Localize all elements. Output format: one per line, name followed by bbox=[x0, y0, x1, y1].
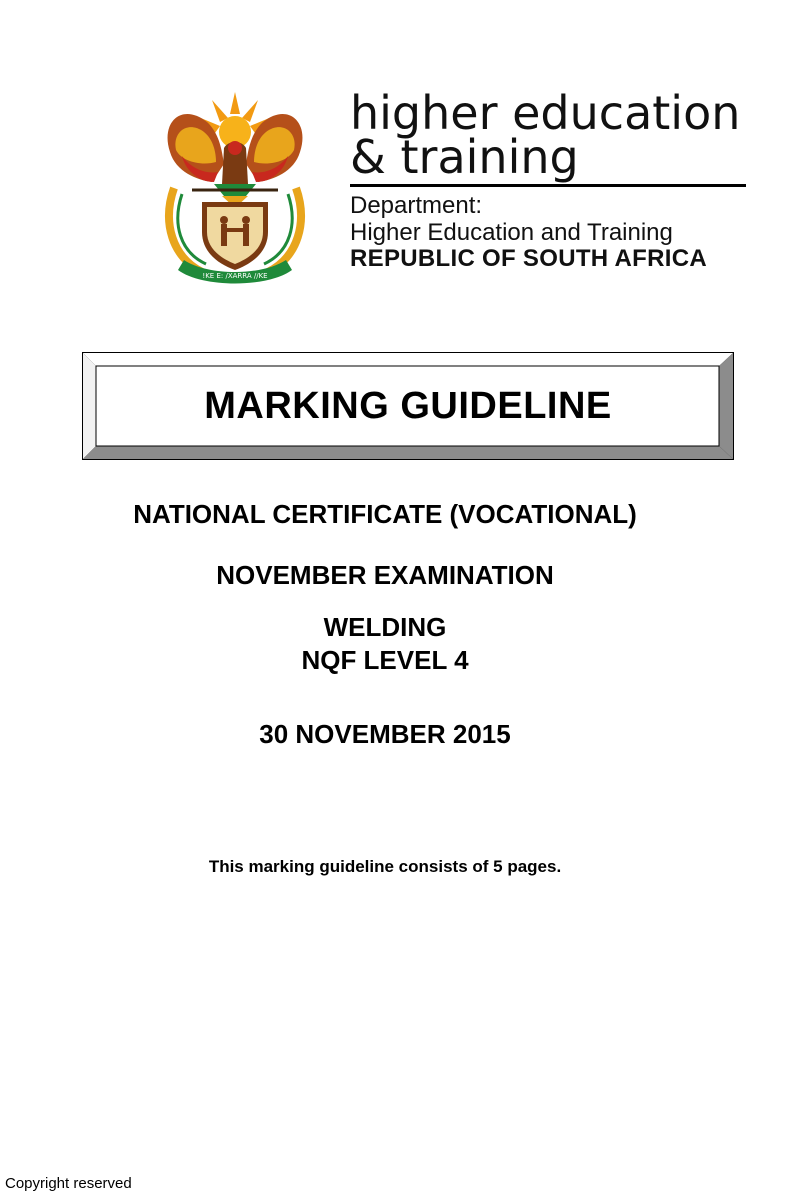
level-heading: NQF LEVEL 4 bbox=[301, 645, 469, 675]
motto-text: !KE E: /XARRA //KE bbox=[202, 272, 268, 280]
coat-of-arms-logo bbox=[152, 92, 318, 292]
subject-heading: WELDING bbox=[323, 612, 447, 642]
department-label: Department: bbox=[350, 192, 483, 219]
brand-divider bbox=[350, 184, 746, 187]
brand-name-line-1: higher education bbox=[350, 86, 741, 140]
copyright-footer: Copyright reserved bbox=[5, 1175, 132, 1192]
brand-name-line-2: & training bbox=[350, 130, 579, 184]
certificate-heading: NATIONAL CERTIFICATE (VOCATIONAL) bbox=[133, 499, 637, 529]
document-title: MARKING GUIDELINE bbox=[204, 384, 612, 427]
page-count-note: This marking guideline consists of 5 pages. bbox=[208, 857, 562, 876]
department-name: Higher Education and Training bbox=[350, 219, 673, 246]
exam-date: 30 NOVEMBER 2015 bbox=[259, 719, 511, 749]
country-name: REPUBLIC OF SOUTH AFRICA bbox=[350, 245, 707, 272]
examination-heading: NOVEMBER EXAMINATION bbox=[216, 560, 554, 590]
